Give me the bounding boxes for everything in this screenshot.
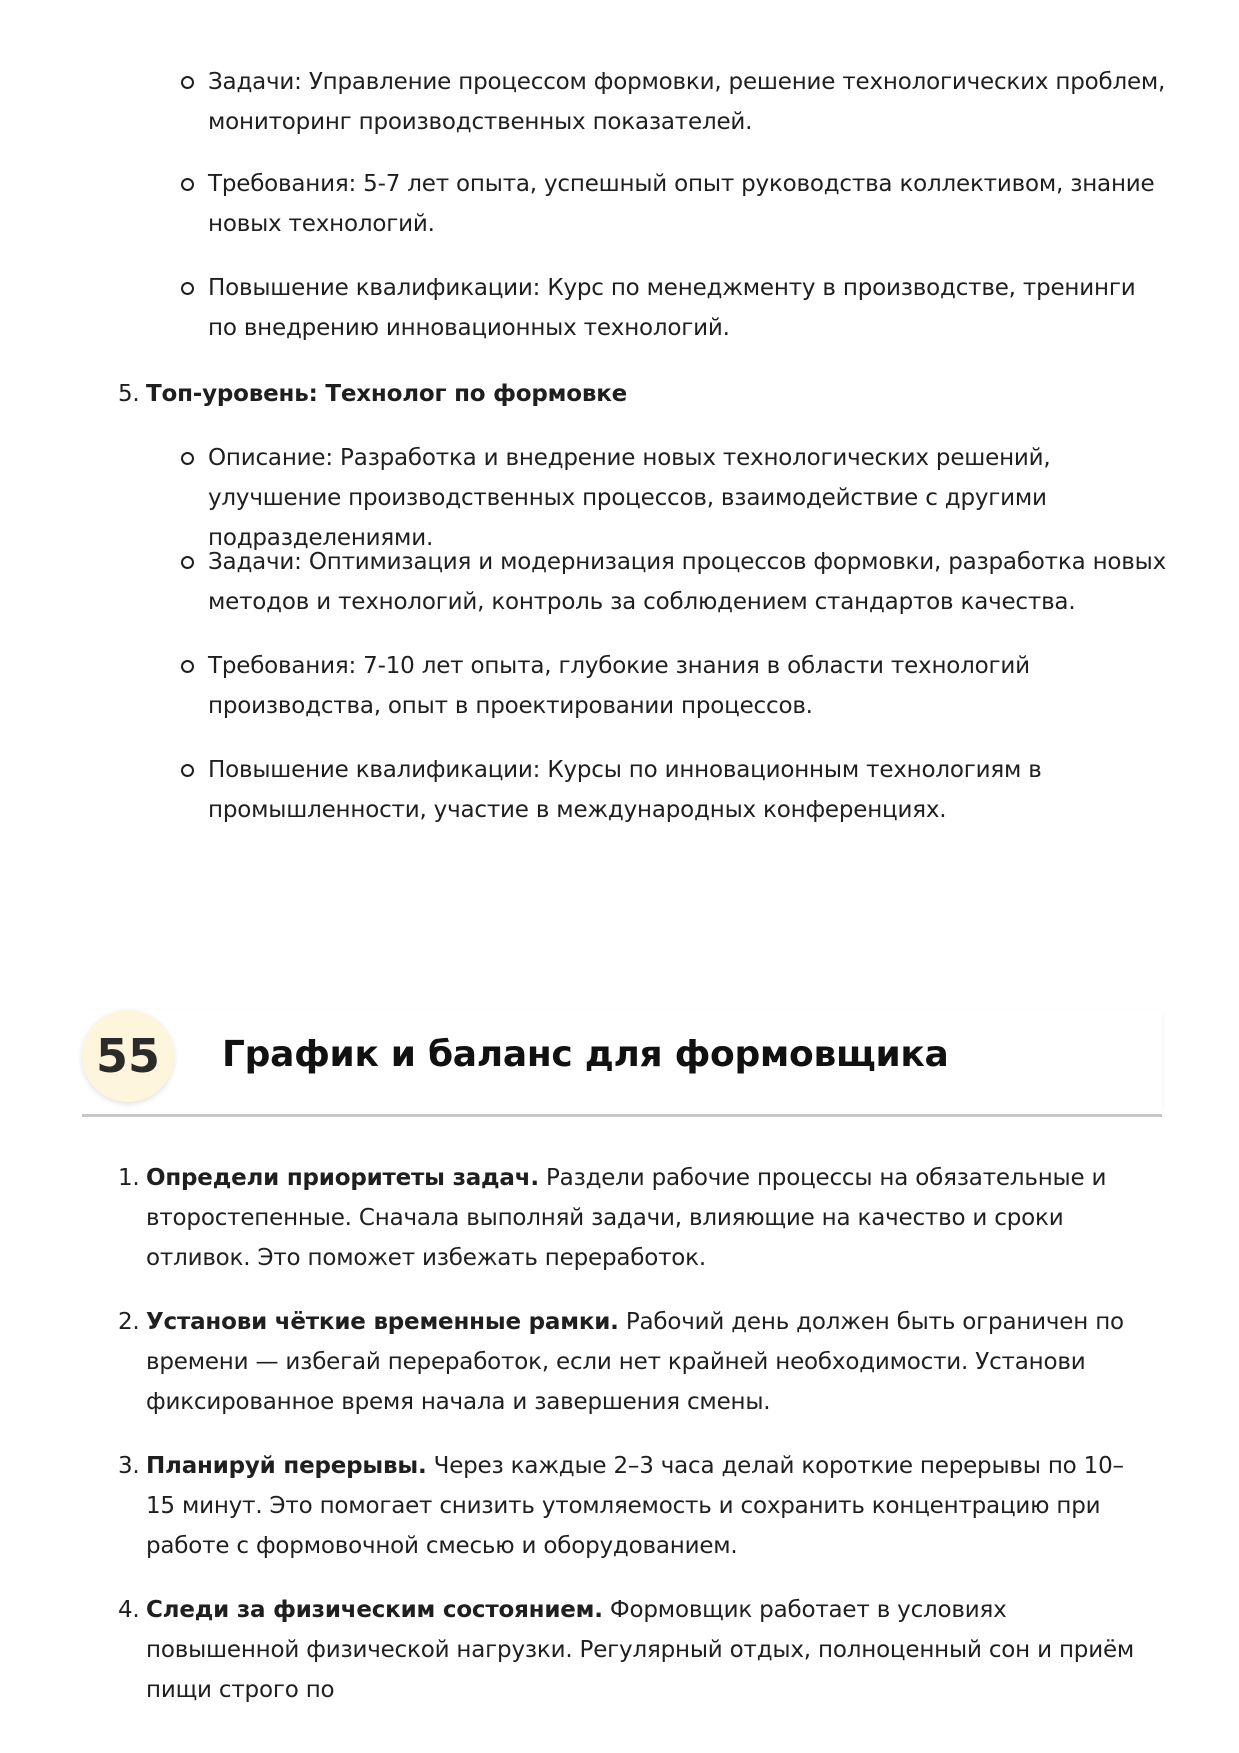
list-item bbox=[208, 438, 1168, 558]
list-item-text: Повышение квалификации: Курс по менеджменту в производстве, тренинги по внедрению инновационных технологий. bbox=[208, 275, 1136, 341]
tip-title: Планируй перерывы. bbox=[146, 1453, 427, 1479]
list-item bbox=[118, 1158, 1146, 1278]
list-number: 5. bbox=[118, 381, 140, 407]
tip-text: Рабочий день должен быть ограничен по времени — избегай переработок, если нет крайней необходимости. Установи фиксированное время начала и завершения смены. bbox=[146, 1309, 1124, 1415]
list-item bbox=[208, 646, 1168, 726]
section-number-badge: 55 bbox=[82, 1010, 174, 1102]
tip-title: Определи приоритеты задач. bbox=[146, 1165, 539, 1191]
list-item bbox=[208, 268, 1168, 348]
circle-bullet-icon bbox=[181, 660, 194, 673]
tip-text: Раздели рабочие процессы на обязательные и второстепенные. Сначала выполняй задачи, влияющие на качество и сроки отливок. Это поможет избежать переработок. bbox=[146, 1165, 1107, 1271]
circle-bullet-icon bbox=[181, 282, 194, 295]
circle-bullet-icon bbox=[181, 556, 194, 569]
tip-title: Следи за физическим состоянием. bbox=[146, 1597, 603, 1623]
list-item-text: Повышение квалификации: Курсы по инновационным технологиям в промышленности, участие в международных конференциях. bbox=[208, 757, 1042, 823]
list-item bbox=[208, 62, 1168, 142]
list-item bbox=[118, 1446, 1146, 1566]
list-item-text: Задачи: Управление процессом формовки, решение технологических проблем, мониторинг производственных показателей. bbox=[208, 69, 1166, 135]
circle-bullet-icon bbox=[181, 76, 194, 89]
list-item bbox=[208, 542, 1168, 622]
list-item bbox=[118, 1590, 1146, 1710]
list-number: 2. bbox=[118, 1309, 140, 1335]
circle-bullet-icon bbox=[181, 178, 194, 191]
tip-title: Установи чёткие временные рамки. bbox=[146, 1309, 619, 1335]
level-heading bbox=[118, 374, 1146, 414]
list-item-text: Задачи: Оптимизация и модернизация процессов формовки, разработка новых методов и технологий, контроль за соблюдением стандартов качества. bbox=[208, 549, 1167, 615]
tip-text: Через каждые 2–3 часа делай короткие перерывы по 10–15 минут. Это помогает снизить утомляемость и сохранить концентрацию при работе с формовочной смесью и оборудованием. bbox=[146, 1453, 1124, 1559]
section-divider bbox=[82, 1114, 1162, 1117]
tip-text: Формовщик работает в условиях повышенной физической нагрузки. Регулярный отдых, полноценный сон и приём пищи строго по bbox=[146, 1597, 1135, 1703]
list-number: 3. bbox=[118, 1453, 140, 1479]
circle-bullet-icon bbox=[181, 764, 194, 777]
list-item-text: Требования: 5-7 лет опыта, успешный опыт руководства коллективом, знание новых технологий. bbox=[208, 171, 1155, 237]
list-item bbox=[118, 1302, 1146, 1422]
list-number: 1. bbox=[118, 1165, 140, 1191]
list-item-text: Требования: 7-10 лет опыта, глубокие знания в области технологий производства, опыт в проектировании процессов. bbox=[208, 653, 1030, 719]
list-item-text: Описание: Разработка и внедрение новых технологических решений, улучшение производственных процессов, взаимодействие с другими подразделениями. bbox=[208, 445, 1051, 551]
circle-bullet-icon bbox=[181, 452, 194, 465]
section-title-box bbox=[82, 1010, 1162, 1114]
list-number: 4. bbox=[118, 1597, 140, 1623]
level-title: Топ-уровень: Технолог по формовке bbox=[146, 381, 628, 407]
section-title: График и баланс для формовщика bbox=[222, 1034, 949, 1075]
list-item bbox=[208, 750, 1168, 830]
section-header bbox=[82, 1010, 1162, 1116]
list-item bbox=[208, 164, 1168, 244]
